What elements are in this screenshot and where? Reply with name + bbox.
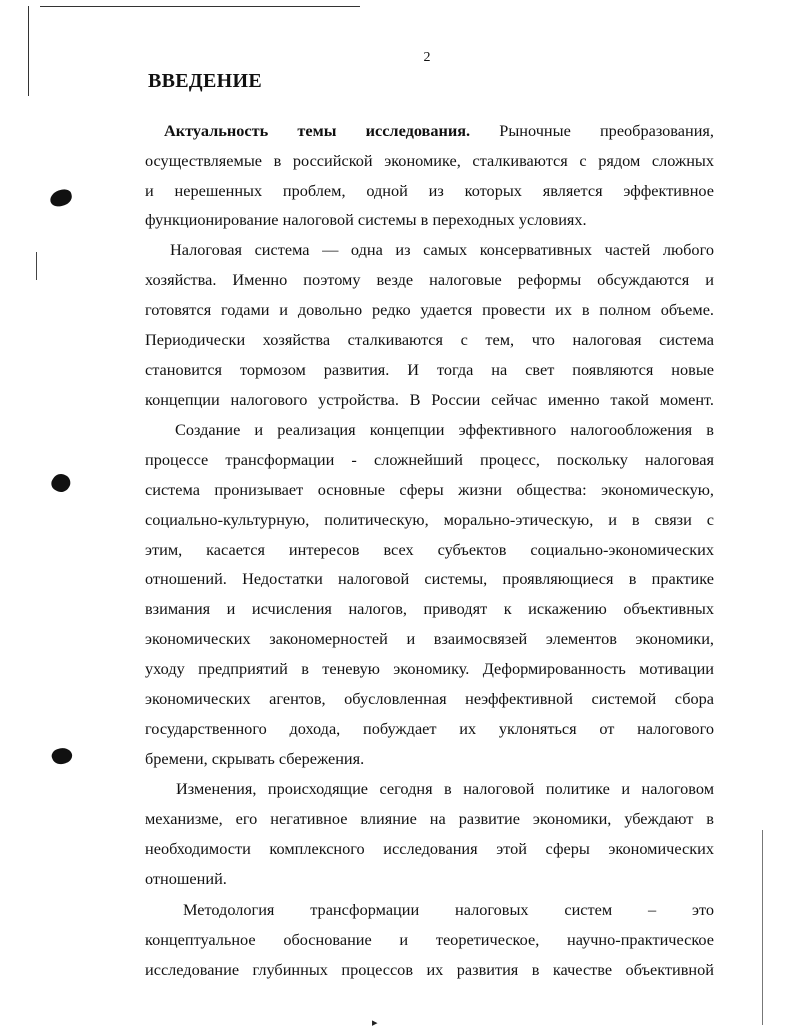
paragraph-line: Методология трансформации налоговых систем – это: [183, 900, 714, 919]
punch-hole-mark-middle: [49, 471, 74, 496]
paragraph-line: [145, 119, 714, 143]
scan-edge-top: [40, 6, 360, 7]
punch-hole-mark-top: [49, 188, 74, 208]
paragraph-line: готовятся годами и довольно редко удается провести их в полном объеме.: [145, 300, 714, 319]
scan-edge-left-mark: [36, 252, 37, 280]
scan-edge-left: [28, 6, 29, 96]
paragraph-text: Рыночные преобразования,: [470, 121, 714, 140]
paragraph-line: механизме, его негативное влияние на развитие экономики, убеждают в: [145, 809, 714, 828]
paragraph-line: хозяйства. Именно поэтому везде налоговые реформы обсуждаются и: [145, 270, 714, 289]
paragraph-line: концепции налогового устройства. В России сейчас именно такой момент.: [145, 390, 714, 409]
paragraph-line: функционирование налоговой системы в переходных условиях.: [145, 210, 587, 229]
paragraph-line: уходу предприятий в теневую экономику. Деформированность мотивации: [145, 659, 714, 678]
paragraph-line: бремени, скрывать сбережения.: [145, 749, 365, 768]
page-title: ВВЕДЕНИЕ: [148, 70, 262, 92]
punch-hole-mark-bottom: [50, 745, 74, 767]
paragraph-line: осуществляемые в российской экономике, сталкиваются с рядом сложных: [145, 151, 714, 170]
page-footer-mark: ▸: [372, 1017, 378, 1029]
paragraph-line: исследование глубинных процессов их развития в качестве объективной: [145, 960, 714, 979]
paragraph-line: становится тормозом развития. И тогда на свет появляются новые: [145, 360, 714, 379]
paragraph-line: и нерешенных проблем, одной из которых является эффективное: [145, 181, 714, 200]
paragraph-line: этим, касается интересов всех субъектов социально-экономических: [145, 540, 714, 559]
paragraph-line: государственного дохода, побуждает их уклоняться от налогового: [145, 719, 714, 738]
page-number: 2: [423, 50, 431, 65]
paragraph-line: концептуальное обоснование и теоретическое, научно-практическое: [145, 930, 714, 949]
paragraph-line: Создание и реализация концепции эффективного налогообложения в: [175, 420, 714, 439]
paragraph-line: Налоговая система — одна из самых консервативных частей любого: [170, 240, 714, 259]
paragraph-line: система пронизывает основные сферы жизни общества: экономическую,: [145, 480, 714, 499]
paragraph-line: взимания и исчисления налогов, приводят к искажению объективных: [145, 599, 714, 618]
paragraph-line: Периодически хозяйства сталкиваются с тем, что налоговая система: [145, 330, 714, 349]
lead-label: Актуальность темы исследования.: [164, 121, 471, 140]
paragraph-line: экономических закономерностей и взаимосвязей элементов экономики,: [145, 629, 714, 648]
paragraph-line: экономических агентов, обусловленная неэффективной системой сбора: [145, 689, 714, 708]
paragraph-line: необходимости комплексного исследования этой сферы экономических: [145, 839, 714, 858]
paragraph-line: Изменения, происходящие сегодня в налоговой политике и налоговом: [176, 779, 714, 798]
scan-edge-right: [762, 830, 763, 1025]
paragraph-line: процессе трансформации - сложнейший процесс, поскольку налоговая: [145, 450, 714, 469]
paragraph-line: социально-культурную, политическую, морально-этическую, и в связи с: [145, 510, 714, 529]
paragraph-line: отношений.: [145, 869, 227, 888]
paragraph-line: отношений. Недостатки налоговой системы, проявляющиеся в практике: [145, 569, 714, 588]
